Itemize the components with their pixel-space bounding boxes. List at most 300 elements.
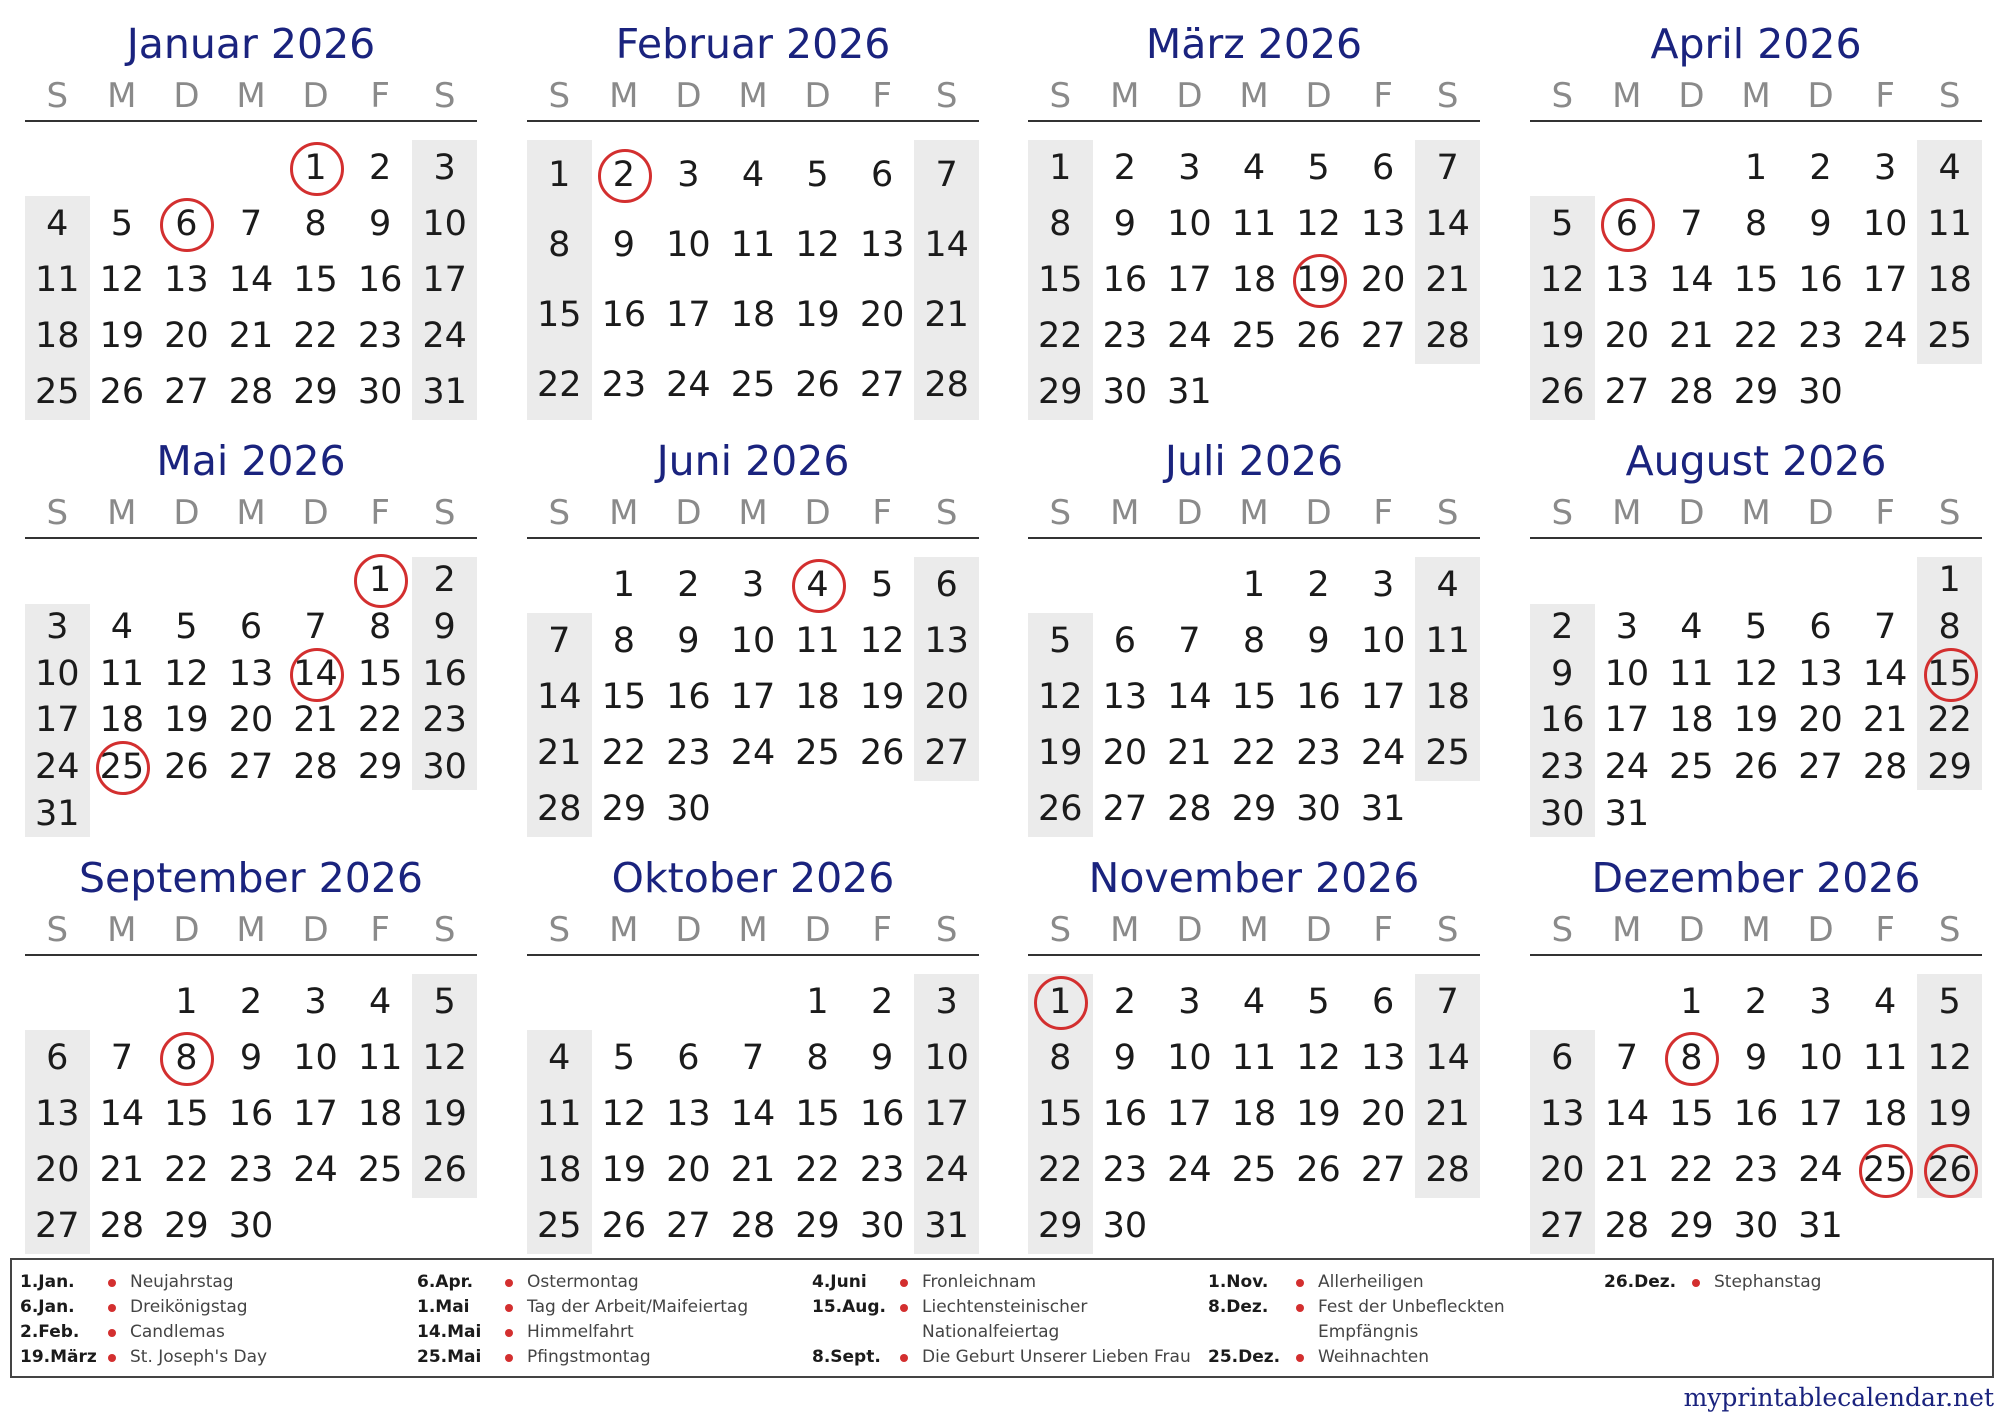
- day-number: 20: [924, 677, 969, 717]
- day-number: 28: [228, 372, 274, 412]
- day-number: 12: [859, 621, 905, 661]
- day-cell: [1093, 1145, 1158, 1195]
- day-number: 28: [99, 1206, 145, 1246]
- day-number: 10: [1604, 653, 1650, 694]
- day-number: 5: [1938, 982, 1961, 1022]
- day-number: 5: [1307, 982, 1330, 1022]
- day-number: 20: [1360, 1094, 1406, 1134]
- day-cell: [1415, 728, 1480, 778]
- day-number: 2: [1113, 982, 1136, 1022]
- day-cell: [348, 143, 413, 193]
- weekday-header: M: [1239, 910, 1269, 950]
- day-cell: [1415, 199, 1480, 249]
- day-cell: [1028, 1033, 1093, 1083]
- day-number: 7: [1436, 148, 1459, 188]
- day-number: 29: [1669, 1206, 1714, 1246]
- day-cell: [412, 1089, 477, 1139]
- day-number: 10: [1798, 1038, 1843, 1078]
- day-cell: [592, 150, 657, 200]
- day-cell: [412, 695, 477, 745]
- day-cell: [592, 290, 657, 340]
- weekday-header: S: [935, 76, 958, 116]
- day-number: 4: [46, 204, 69, 244]
- day-cell: [348, 649, 413, 699]
- day-cell: [412, 1033, 477, 1083]
- bullet-dot-icon: [108, 1354, 116, 1362]
- day-number: 9: [433, 607, 456, 647]
- day-cell: [283, 1089, 348, 1139]
- legend-holiday-name: Himmelfahrt: [527, 1322, 634, 1342]
- day-number: 29: [795, 1206, 840, 1246]
- weekday-header: M: [1110, 910, 1140, 950]
- day-cell: [154, 742, 219, 792]
- day-number: 12: [99, 260, 145, 300]
- weekday-header: D: [173, 76, 200, 116]
- day-cell: [1093, 367, 1158, 417]
- day-cell: [785, 616, 850, 666]
- day-number: 19: [601, 1150, 647, 1190]
- day-cell: [1724, 1089, 1789, 1139]
- weekday-header: S: [1938, 910, 1961, 950]
- day-cell: [1093, 784, 1158, 834]
- day-number: 16: [1102, 260, 1148, 300]
- day-number: 8: [368, 607, 392, 647]
- day-cell: [348, 977, 413, 1027]
- day-cell: [1351, 977, 1416, 1027]
- day-cell: [1659, 311, 1724, 361]
- day-number: 25: [1862, 1150, 1908, 1190]
- day-number: 30: [1296, 789, 1341, 829]
- header-rule: [1028, 120, 1480, 122]
- day-cell: [1788, 1201, 1853, 1251]
- day-number: 15: [1038, 260, 1083, 300]
- day-cell: [219, 977, 284, 1027]
- month-block: [1028, 852, 1480, 1260]
- day-cell: [283, 311, 348, 361]
- day-cell: [1093, 255, 1158, 305]
- month-block: [1028, 18, 1480, 426]
- month-title: Oktober 2026: [611, 854, 895, 902]
- month-block: [527, 435, 979, 843]
- day-number: 28: [1167, 789, 1212, 829]
- day-cell: [90, 1145, 155, 1195]
- weekday-header: M: [107, 76, 137, 116]
- day-cell: [1286, 1089, 1351, 1139]
- day-number: 14: [228, 260, 274, 300]
- day-cell: [1222, 311, 1287, 361]
- day-cell: [348, 199, 413, 249]
- day-cell: [1853, 1145, 1918, 1195]
- day-number: 23: [1102, 1150, 1148, 1190]
- day-number: 11: [1231, 204, 1277, 244]
- day-number: 9: [1809, 204, 1832, 244]
- day-number: 7: [741, 1038, 765, 1078]
- day-cell: [25, 602, 90, 652]
- day-number: 24: [35, 747, 80, 787]
- day-number: 27: [35, 1206, 80, 1246]
- day-cell: [412, 1145, 477, 1195]
- day-number: 26: [164, 747, 209, 787]
- bullet-dot-icon: [900, 1354, 908, 1362]
- day-cell: [1530, 255, 1595, 305]
- day-cell: [154, 695, 219, 745]
- day-cell: [914, 1201, 979, 1251]
- day-number: 30: [357, 372, 403, 412]
- day-cell: [1286, 560, 1351, 610]
- legend-holiday-name: Dreikönigstag: [130, 1297, 248, 1317]
- day-number: 12: [1540, 260, 1585, 300]
- day-cell: [1788, 367, 1853, 417]
- day-cell: [527, 290, 592, 340]
- day-cell: [1659, 255, 1724, 305]
- header-rule: [1028, 954, 1480, 956]
- day-number: 2: [239, 982, 263, 1022]
- day-cell: [785, 1145, 850, 1195]
- day-cell: [25, 695, 90, 745]
- day-cell: [527, 1033, 592, 1083]
- weekday-header: D: [1807, 493, 1834, 533]
- day-number: 18: [1927, 260, 1972, 300]
- day-number: 24: [1167, 316, 1212, 356]
- day-cell: [219, 1201, 284, 1251]
- day-number: 3: [1178, 148, 1201, 188]
- day-cell: [656, 1145, 721, 1195]
- day-number: 10: [422, 204, 467, 244]
- day-cell: [914, 1033, 979, 1083]
- weekday-header: S: [1436, 493, 1459, 533]
- day-cell: [1157, 728, 1222, 778]
- day-cell: [1595, 367, 1660, 417]
- day-number: 6: [677, 1038, 700, 1078]
- month-block: [25, 435, 477, 843]
- day-cell: [283, 1145, 348, 1195]
- day-cell: [1028, 977, 1093, 1027]
- day-cell: [785, 1201, 850, 1251]
- day-number: 13: [228, 653, 274, 694]
- day-number: 26: [99, 372, 145, 412]
- day-number: 6: [1113, 621, 1136, 661]
- day-cell: [1530, 1033, 1595, 1083]
- day-cell: [25, 255, 90, 305]
- weekday-header: S: [433, 910, 456, 950]
- day-cell: [785, 1089, 850, 1139]
- day-cell: [1222, 784, 1287, 834]
- month-block: [1028, 435, 1480, 843]
- day-number: 6: [935, 565, 958, 605]
- day-number: 4: [1436, 565, 1459, 605]
- weekday-header: M: [1239, 493, 1269, 533]
- day-cell: [1093, 672, 1158, 722]
- month-block: [25, 852, 477, 1260]
- day-cell: [1157, 143, 1222, 193]
- holiday-marker-icon: [1601, 198, 1655, 252]
- day-number: 10: [1862, 204, 1908, 244]
- day-number: 15: [1669, 1094, 1714, 1134]
- day-number: 17: [1167, 1094, 1212, 1134]
- day-cell: [219, 695, 284, 745]
- day-number: 16: [1733, 1094, 1779, 1134]
- day-cell: [1788, 1145, 1853, 1195]
- day-number: 26: [1927, 1150, 1972, 1190]
- day-number: 21: [1167, 733, 1212, 773]
- day-cell: [1286, 1033, 1351, 1083]
- day-number: 18: [99, 700, 145, 741]
- weekday-header: M: [609, 493, 639, 533]
- day-number: 14: [99, 1094, 145, 1134]
- day-cell: [1917, 199, 1982, 249]
- weekday-header: S: [1049, 76, 1072, 116]
- day-number: 27: [1798, 747, 1843, 787]
- day-number: 19: [859, 677, 905, 717]
- weekday-header: D: [1305, 910, 1332, 950]
- day-number: 9: [612, 225, 635, 265]
- day-cell: [1351, 199, 1416, 249]
- day-cell: [850, 290, 915, 340]
- day-cell: [721, 728, 786, 778]
- day-number: 10: [1167, 1038, 1212, 1078]
- day-cell: [219, 1033, 284, 1083]
- weekday-header: M: [236, 493, 266, 533]
- day-number: 20: [666, 1150, 711, 1190]
- day-cell: [25, 1089, 90, 1139]
- day-number: 19: [1540, 316, 1585, 356]
- weekday-header: D: [675, 76, 702, 116]
- day-number: 15: [537, 295, 582, 335]
- day-number: 5: [175, 607, 198, 647]
- day-cell: [1351, 1145, 1416, 1195]
- weekday-header: M: [236, 910, 266, 950]
- weekday-header: F: [370, 910, 390, 950]
- weekday-header: M: [1741, 493, 1771, 533]
- day-cell: [1028, 255, 1093, 305]
- day-number: 22: [537, 365, 582, 405]
- day-number: 21: [228, 316, 274, 356]
- day-cell: [1595, 311, 1660, 361]
- day-cell: [592, 1089, 657, 1139]
- day-number: 30: [422, 747, 467, 787]
- day-cell: [1853, 977, 1918, 1027]
- day-number: 9: [1113, 1038, 1136, 1078]
- day-number: 15: [164, 1094, 209, 1134]
- day-cell: [656, 616, 721, 666]
- day-cell: [1286, 255, 1351, 305]
- day-number: 24: [1167, 1150, 1212, 1190]
- day-number: 19: [422, 1094, 467, 1134]
- day-cell: [850, 1201, 915, 1251]
- month-title: Februar 2026: [615, 20, 891, 68]
- day-cell: [1351, 143, 1416, 193]
- weekday-header: D: [675, 910, 702, 950]
- day-number: 7: [110, 1038, 133, 1078]
- day-cell: [154, 977, 219, 1027]
- day-number: 2: [677, 565, 700, 605]
- day-number: 22: [164, 1150, 209, 1190]
- day-number: 13: [1102, 677, 1148, 717]
- weekday-header: D: [302, 76, 329, 116]
- weekday-header: S: [935, 493, 958, 533]
- day-cell: [850, 360, 915, 410]
- day-cell: [1530, 1201, 1595, 1251]
- day-number: 13: [35, 1094, 80, 1134]
- day-cell: [1351, 255, 1416, 305]
- day-cell: [1028, 367, 1093, 417]
- day-number: 16: [601, 295, 647, 335]
- day-number: 27: [1360, 316, 1406, 356]
- day-cell: [785, 977, 850, 1027]
- legend-date: 1.Mai: [417, 1297, 470, 1317]
- day-cell: [1028, 1089, 1093, 1139]
- day-number: 31: [1604, 793, 1650, 834]
- day-number: 29: [357, 747, 403, 787]
- weekday-header: S: [1436, 76, 1459, 116]
- weekday-header: M: [609, 910, 639, 950]
- day-number: 22: [795, 1150, 840, 1190]
- day-number: 12: [1038, 677, 1083, 717]
- day-cell: [592, 360, 657, 410]
- day-number: 28: [730, 1206, 776, 1246]
- day-cell: [1093, 311, 1158, 361]
- day-number: 20: [35, 1150, 80, 1190]
- holiday-marker-icon: [1924, 648, 1978, 702]
- day-cell: [1286, 977, 1351, 1027]
- day-cell: [914, 616, 979, 666]
- weekday-header: S: [1049, 493, 1072, 533]
- day-cell: [348, 1033, 413, 1083]
- day-number: 13: [924, 621, 969, 661]
- day-cell: [90, 742, 155, 792]
- day-number: 19: [1296, 1094, 1341, 1134]
- day-number: 22: [1038, 316, 1083, 356]
- day-number: 2: [1113, 148, 1136, 188]
- weekday-header: M: [236, 76, 266, 116]
- day-number: 28: [1425, 316, 1470, 356]
- day-number: 26: [795, 365, 840, 405]
- day-cell: [283, 1033, 348, 1083]
- day-cell: [1028, 784, 1093, 834]
- weekday-header: D: [1807, 910, 1834, 950]
- day-cell: [1788, 649, 1853, 699]
- day-number: 25: [730, 365, 776, 405]
- day-cell: [1222, 255, 1287, 305]
- day-cell: [1724, 1201, 1789, 1251]
- weekday-header: S: [1436, 910, 1459, 950]
- day-cell: [1530, 649, 1595, 699]
- day-cell: [656, 1089, 721, 1139]
- day-cell: [1724, 649, 1789, 699]
- day-number: 23: [1733, 1150, 1779, 1190]
- day-cell: [721, 560, 786, 610]
- day-cell: [527, 728, 592, 778]
- day-cell: [219, 255, 284, 305]
- day-cell: [1286, 143, 1351, 193]
- day-cell: [527, 150, 592, 200]
- day-number: 17: [1604, 700, 1650, 741]
- day-number: 14: [924, 225, 969, 265]
- day-number: 29: [1038, 1206, 1083, 1246]
- day-cell: [90, 602, 155, 652]
- day-number: 27: [924, 733, 969, 773]
- day-number: 13: [1604, 260, 1650, 300]
- day-cell: [1659, 1033, 1724, 1083]
- day-number: 26: [859, 733, 905, 773]
- day-number: 4: [110, 607, 133, 647]
- day-number: 4: [806, 565, 829, 605]
- day-cell: [1595, 255, 1660, 305]
- day-number: 19: [164, 700, 209, 741]
- day-number: 11: [1862, 1038, 1908, 1078]
- day-cell: [592, 784, 657, 834]
- day-number: 17: [666, 295, 711, 335]
- day-cell: [1724, 1145, 1789, 1195]
- day-cell: [1853, 1089, 1918, 1139]
- day-cell: [1917, 555, 1982, 605]
- day-cell: [1659, 602, 1724, 652]
- day-cell: [1222, 977, 1287, 1027]
- weekday-header: M: [1741, 76, 1771, 116]
- legend-holiday-name: Ostermontag: [527, 1272, 639, 1292]
- day-cell: [1415, 1089, 1480, 1139]
- weekday-header: D: [804, 910, 831, 950]
- day-number: 11: [1927, 204, 1972, 244]
- day-number: 17: [1360, 677, 1406, 717]
- header-rule: [1530, 954, 1982, 956]
- day-cell: [1157, 977, 1222, 1027]
- day-number: 10: [1167, 204, 1212, 244]
- day-cell: [1917, 1145, 1982, 1195]
- day-cell: [1222, 143, 1287, 193]
- day-cell: [283, 602, 348, 652]
- day-cell: [592, 560, 657, 610]
- weekday-header: D: [1678, 910, 1705, 950]
- day-number: 23: [228, 1150, 274, 1190]
- day-number: 1: [304, 148, 327, 188]
- day-cell: [1530, 367, 1595, 417]
- day-cell: [592, 1145, 657, 1195]
- day-cell: [1853, 649, 1918, 699]
- day-number: 24: [666, 365, 711, 405]
- day-number: 16: [357, 260, 403, 300]
- day-cell: [25, 742, 90, 792]
- day-cell: [592, 220, 657, 270]
- day-number: 4: [1938, 148, 1961, 188]
- bullet-dot-icon: [900, 1304, 908, 1312]
- day-number: 12: [1733, 653, 1779, 694]
- day-cell: [412, 311, 477, 361]
- day-number: 14: [1167, 677, 1212, 717]
- weekday-header: F: [1373, 76, 1393, 116]
- day-cell: [1724, 977, 1789, 1027]
- day-number: 21: [99, 1150, 145, 1190]
- day-cell: [1659, 742, 1724, 792]
- holiday-marker-icon: [1293, 254, 1347, 308]
- day-cell: [1222, 1089, 1287, 1139]
- day-number: 1: [1242, 565, 1266, 605]
- day-number: 8: [1680, 1038, 1703, 1078]
- day-number: 25: [795, 733, 840, 773]
- day-number: 25: [1231, 316, 1277, 356]
- day-cell: [1415, 311, 1480, 361]
- day-cell: [1351, 311, 1416, 361]
- day-cell: [1351, 1033, 1416, 1083]
- day-number: 19: [795, 295, 840, 335]
- day-cell: [412, 977, 477, 1027]
- day-cell: [1788, 742, 1853, 792]
- day-number: 5: [612, 1038, 635, 1078]
- day-number: 26: [1540, 372, 1585, 412]
- day-number: 5: [870, 565, 894, 605]
- day-cell: [850, 616, 915, 666]
- day-number: 16: [666, 677, 711, 717]
